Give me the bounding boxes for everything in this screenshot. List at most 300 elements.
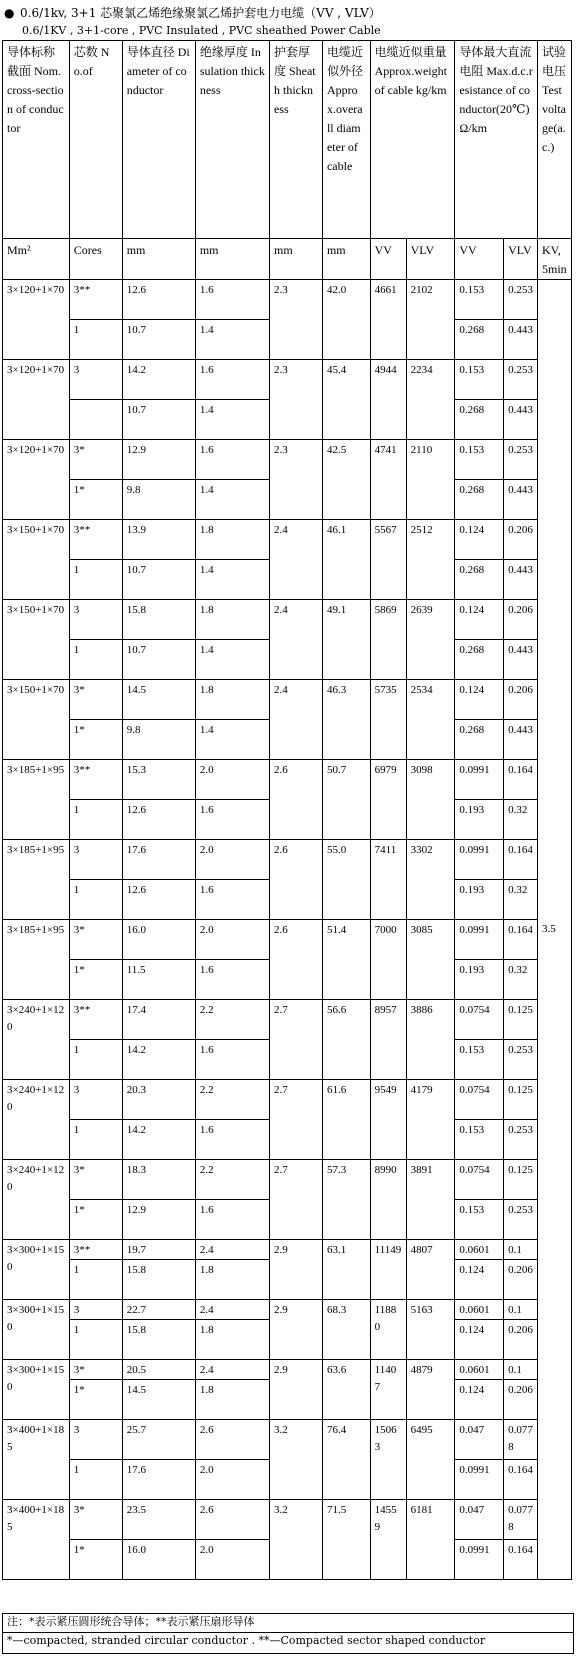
resistance-vv-cell: 0.268 <box>455 480 504 520</box>
weight-vv-cell: 5869 <box>370 600 406 680</box>
table-row <box>3 760 572 800</box>
cores-cell: 1* <box>69 720 122 760</box>
resistance-vlv-cell: 0.1 <box>504 1360 538 1380</box>
conductor-diameter-cell: 14.5 <box>122 680 195 720</box>
nominal-section-cell: 3×185+1×95 <box>3 920 70 1000</box>
cores-cell: 1 <box>69 1040 122 1080</box>
insulation-thickness-cell: 2.0 <box>195 920 269 960</box>
resistance-vv-cell: 0.193 <box>455 800 504 840</box>
insulation-thickness-cell: 1.8 <box>195 520 269 560</box>
conductor-diameter-cell: 14.2 <box>122 1040 195 1080</box>
resistance-vv-cell: 0.124 <box>455 1320 504 1360</box>
resistance-vv-cell: 0.0754 <box>455 1080 504 1120</box>
table-row <box>3 360 572 400</box>
cores-cell: 3** <box>69 520 122 560</box>
conductor-diameter-cell: 14.2 <box>122 360 195 400</box>
table-row <box>3 920 572 960</box>
weight-vv-cell: 4741 <box>370 440 406 520</box>
resistance-vlv-cell: 0.253 <box>504 1120 538 1160</box>
resistance-vlv-cell: 0.1 <box>504 1240 538 1260</box>
header-resistance: 导体最大直流电阻 Max.d.c.resistance of conductor(20℃)Ω/km <box>455 41 538 239</box>
sheath-thickness-cell: 2.4 <box>269 680 322 760</box>
insulation-thickness-cell: 1.6 <box>195 1040 269 1080</box>
weight-vlv-cell: 3098 <box>406 760 455 840</box>
table-row <box>3 520 572 560</box>
sheath-thickness-cell: 2.9 <box>269 1360 322 1420</box>
resistance-vlv-cell: 0.206 <box>504 1260 538 1300</box>
conductor-diameter-cell: 9.8 <box>122 720 195 760</box>
conductor-diameter-cell: 17.6 <box>122 1460 195 1500</box>
conductor-diameter-cell: 10.7 <box>122 400 195 440</box>
resistance-vlv-cell: 0.253 <box>504 1040 538 1080</box>
resistance-vv-cell: 0.0991 <box>455 920 504 960</box>
resistance-vv-cell: 0.153 <box>455 1200 504 1240</box>
weight-vv-cell: 5567 <box>370 520 406 600</box>
sheath-thickness-cell: 2.3 <box>269 440 322 520</box>
bullet-icon: ● <box>4 6 15 20</box>
conductor-diameter-cell: 22.7 <box>122 1300 195 1320</box>
resistance-vlv-cell: 0.443 <box>504 320 538 360</box>
table-row <box>3 840 572 880</box>
conductor-diameter-cell: 20.5 <box>122 1360 195 1380</box>
conductor-diameter-cell: 12.6 <box>122 880 195 920</box>
cores-cell: 3* <box>69 1500 122 1540</box>
overall-diameter-cell: 63.6 <box>322 1360 370 1420</box>
conductor-diameter-cell: 12.6 <box>122 280 195 320</box>
resistance-vlv-cell: 0.125 <box>504 1000 538 1040</box>
cable-spec-table <box>2 40 572 1580</box>
conductor-diameter-cell: 10.7 <box>122 320 195 360</box>
sheath-thickness-cell: 2.7 <box>269 1000 322 1080</box>
insulation-thickness-cell: 1.4 <box>195 320 269 360</box>
insulation-thickness-cell: 1.8 <box>195 1380 269 1420</box>
resistance-vv-cell: 0.124 <box>455 600 504 640</box>
cores-cell: 1* <box>69 1200 122 1240</box>
resistance-vv-cell: 0.153 <box>455 360 504 400</box>
conductor-diameter-cell: 14.2 <box>122 1120 195 1160</box>
resistance-vlv-cell: 0.253 <box>504 280 538 320</box>
cores-cell: 1* <box>69 1540 122 1580</box>
header-weight: 电缆近似重量 Approx.weight of cable kg/km <box>370 41 455 239</box>
weight-vv-cell: 15063 <box>370 1420 406 1500</box>
weight-vlv-cell: 2102 <box>406 280 455 360</box>
sheath-thickness-cell: 3.2 <box>269 1420 322 1500</box>
insulation-thickness-cell: 2.2 <box>195 1000 269 1040</box>
sheath-thickness-cell: 2.6 <box>269 760 322 840</box>
resistance-vlv-cell: 0.32 <box>504 800 538 840</box>
insulation-thickness-cell: 1.6 <box>195 280 269 320</box>
nominal-section-cell: 3×120+1×70 <box>3 440 70 520</box>
nominal-section-cell: 3×240+1×120 <box>3 1080 70 1160</box>
insulation-thickness-cell: 2.4 <box>195 1360 269 1380</box>
nominal-section-cell: 3×240+1×120 <box>3 1000 70 1080</box>
weight-vlv-cell: 3886 <box>406 1000 455 1080</box>
resistance-vv-cell: 0.153 <box>455 1120 504 1160</box>
conductor-diameter-cell: 23.5 <box>122 1500 195 1540</box>
resistance-vv-cell: 0.268 <box>455 640 504 680</box>
header-conductor-diameter: 导体直径 Diameter of conductor <box>122 41 195 239</box>
resistance-vlv-cell: 0.443 <box>504 560 538 600</box>
resistance-vv-cell: 0.268 <box>455 400 504 440</box>
weight-vlv-cell: 4879 <box>406 1360 455 1420</box>
sheath-thickness-cell: 2.6 <box>269 920 322 1000</box>
insulation-thickness-cell: 1.4 <box>195 560 269 600</box>
weight-vlv-cell: 6495 <box>406 1420 455 1500</box>
table-row <box>3 1160 572 1200</box>
nominal-section-cell: 3×185+1×95 <box>3 840 70 920</box>
weight-vv-cell: 7411 <box>370 840 406 920</box>
weight-vv-cell: 7000 <box>370 920 406 1000</box>
insulation-thickness-cell: 2.6 <box>195 1420 269 1460</box>
insulation-thickness-cell: 1.6 <box>195 800 269 840</box>
resistance-vlv-cell: 0.125 <box>504 1160 538 1200</box>
unit-cell: VV <box>370 239 406 280</box>
insulation-thickness-cell: 2.2 <box>195 1080 269 1120</box>
cores-cell: 1 <box>69 800 122 840</box>
overall-diameter-cell: 45.4 <box>322 360 370 440</box>
weight-vlv-cell: 3085 <box>406 920 455 1000</box>
unit-cell: VLV <box>504 239 538 280</box>
resistance-vlv-cell: 0.32 <box>504 960 538 1000</box>
weight-vv-cell: 9549 <box>370 1080 406 1160</box>
cores-cell: 3* <box>69 920 122 960</box>
resistance-vv-cell: 0.268 <box>455 320 504 360</box>
overall-diameter-cell: 46.3 <box>322 680 370 760</box>
resistance-vlv-cell: 0.206 <box>504 520 538 560</box>
resistance-vlv-cell: 0.164 <box>504 1460 538 1500</box>
table-row <box>3 1420 572 1460</box>
cores-cell <box>69 400 122 440</box>
conductor-diameter-cell: 10.7 <box>122 560 195 600</box>
resistance-vv-cell: 0.0601 <box>455 1360 504 1380</box>
insulation-thickness-cell: 1.6 <box>195 360 269 400</box>
insulation-thickness-cell: 1.8 <box>195 1320 269 1360</box>
sheath-thickness-cell: 2.4 <box>269 600 322 680</box>
insulation-thickness-cell: 1.4 <box>195 400 269 440</box>
cores-cell: 1* <box>69 480 122 520</box>
insulation-thickness-cell: 1.4 <box>195 480 269 520</box>
sheath-thickness-cell: 2.3 <box>269 280 322 360</box>
nominal-section-cell: 3×120+1×70 <box>3 360 70 440</box>
title-text: 0.6/1kv, 3+1 芯聚氯乙烯绝缘聚氯乙烯护套电力电缆（VV , VLV） <box>20 6 381 20</box>
resistance-vv-cell: 0.047 <box>455 1420 504 1460</box>
insulation-thickness-cell: 2.4 <box>195 1240 269 1260</box>
conductor-diameter-cell: 16.0 <box>122 1540 195 1580</box>
weight-vlv-cell: 2234 <box>406 360 455 440</box>
resistance-vv-cell: 0.0754 <box>455 1160 504 1200</box>
overall-diameter-cell: 46.1 <box>322 520 370 600</box>
resistance-vv-cell: 0.0991 <box>455 760 504 800</box>
nominal-section-cell: 3×120+1×70 <box>3 280 70 360</box>
cores-cell: 1 <box>69 560 122 600</box>
weight-vv-cell: 8957 <box>370 1000 406 1080</box>
cores-cell: 3 <box>69 1420 122 1460</box>
resistance-vlv-cell: 0.0778 <box>504 1500 538 1540</box>
weight-vv-cell: 11880 <box>370 1300 406 1360</box>
unit-cell: Cores <box>69 239 122 280</box>
cores-cell: 3* <box>69 680 122 720</box>
nominal-section-cell: 3×300+1×150 <box>3 1360 70 1420</box>
table-row <box>3 1240 572 1260</box>
cores-cell: 1 <box>69 880 122 920</box>
resistance-vlv-cell: 0.443 <box>504 400 538 440</box>
weight-vv-cell: 6979 <box>370 760 406 840</box>
conductor-diameter-cell: 10.7 <box>122 640 195 680</box>
overall-diameter-cell: 76.4 <box>322 1420 370 1500</box>
cores-cell: 3** <box>69 1240 122 1260</box>
nominal-section-cell: 3×150+1×70 <box>3 520 70 600</box>
insulation-thickness-cell: 1.6 <box>195 440 269 480</box>
resistance-vlv-cell: 0.164 <box>504 840 538 880</box>
insulation-thickness-cell: 2.0 <box>195 1540 269 1580</box>
resistance-vv-cell: 0.268 <box>455 560 504 600</box>
nominal-section-cell: 3×300+1×150 <box>3 1300 70 1360</box>
cores-cell: 3 <box>69 360 122 400</box>
weight-vv-cell: 14559 <box>370 1500 406 1580</box>
resistance-vv-cell: 0.0991 <box>455 840 504 880</box>
overall-diameter-cell: 71.5 <box>322 1500 370 1580</box>
header-overall-diameter: 电缆近似外径 Approx.overall diameter of cable <box>322 41 370 239</box>
insulation-thickness-cell: 1.6 <box>195 960 269 1000</box>
resistance-vlv-cell: 0.253 <box>504 1200 538 1240</box>
overall-diameter-cell: 42.0 <box>322 280 370 360</box>
table-row <box>3 1300 572 1320</box>
overall-diameter-cell: 61.6 <box>322 1080 370 1160</box>
cores-cell: 1 <box>69 640 122 680</box>
nominal-section-cell: 3×300+1×150 <box>3 1240 70 1300</box>
overall-diameter-cell: 42.5 <box>322 440 370 520</box>
weight-vlv-cell: 2512 <box>406 520 455 600</box>
resistance-vv-cell: 0.193 <box>455 960 504 1000</box>
insulation-thickness-cell: 2.0 <box>195 840 269 880</box>
sheath-thickness-cell: 2.7 <box>269 1160 322 1240</box>
cores-cell: 3 <box>69 600 122 640</box>
header-insulation-thickness: 绝缘厚度 Insulation thickness <box>195 41 269 239</box>
table-title-cn <box>4 6 381 20</box>
conductor-diameter-cell: 14.5 <box>122 1380 195 1420</box>
resistance-vlv-cell: 0.443 <box>504 720 538 760</box>
weight-vlv-cell: 2534 <box>406 680 455 760</box>
cores-cell: 3* <box>69 440 122 480</box>
insulation-thickness-cell: 1.6 <box>195 1200 269 1240</box>
nominal-section-cell: 3×185+1×95 <box>3 760 70 840</box>
resistance-vv-cell: 0.0601 <box>455 1300 504 1320</box>
cores-cell: 3* <box>69 1160 122 1200</box>
insulation-thickness-cell: 1.8 <box>195 680 269 720</box>
overall-diameter-cell: 55.0 <box>322 840 370 920</box>
unit-cell: VLV <box>406 239 455 280</box>
cores-cell: 1* <box>69 960 122 1000</box>
conductor-diameter-cell: 12.9 <box>122 440 195 480</box>
table-row <box>3 1080 572 1120</box>
resistance-vlv-cell: 0.164 <box>504 920 538 960</box>
weight-vv-cell: 11149 <box>370 1240 406 1300</box>
conductor-diameter-cell: 17.4 <box>122 1000 195 1040</box>
conductor-diameter-cell: 16.0 <box>122 920 195 960</box>
weight-vlv-cell: 6181 <box>406 1500 455 1580</box>
unit-cell: mm <box>322 239 370 280</box>
overall-diameter-cell: 50.7 <box>322 760 370 840</box>
weight-vlv-cell: 2639 <box>406 600 455 680</box>
note-cn: 注：*表示紧压圆形统合导体；**表示紧压扇形导体 <box>2 1613 574 1632</box>
header-row <box>3 41 572 239</box>
resistance-vlv-cell: 0.253 <box>504 440 538 480</box>
weight-vlv-cell: 4807 <box>406 1240 455 1300</box>
weight-vv-cell: 4944 <box>370 360 406 440</box>
resistance-vv-cell: 0.153 <box>455 440 504 480</box>
conductor-diameter-cell: 9.8 <box>122 480 195 520</box>
unit-cell: mm <box>122 239 195 280</box>
resistance-vlv-cell: 0.125 <box>504 1080 538 1120</box>
weight-vv-cell: 8990 <box>370 1160 406 1240</box>
resistance-vlv-cell: 0.253 <box>504 360 538 400</box>
conductor-diameter-cell: 11.5 <box>122 960 195 1000</box>
conductor-diameter-cell: 20.3 <box>122 1080 195 1120</box>
header-cores: 芯数 No.of <box>69 41 122 239</box>
overall-diameter-cell: 57.3 <box>322 1160 370 1240</box>
resistance-vlv-cell: 0.206 <box>504 1320 538 1360</box>
unit-cell: KV, 5min <box>538 239 572 280</box>
insulation-thickness-cell: 2.0 <box>195 760 269 800</box>
weight-vv-cell: 5735 <box>370 680 406 760</box>
cores-cell: 1 <box>69 1460 122 1500</box>
resistance-vv-cell: 0.0754 <box>455 1000 504 1040</box>
resistance-vlv-cell: 0.443 <box>504 480 538 520</box>
insulation-thickness-cell: 1.6 <box>195 880 269 920</box>
nominal-section-cell: 3×240+1×120 <box>3 1160 70 1240</box>
sheath-thickness-cell: 2.9 <box>269 1240 322 1300</box>
note-en: *—compacted, stranded circular conductor . **—Compacted sector shaped conductor <box>2 1632 574 1654</box>
insulation-thickness-cell: 2.4 <box>195 1300 269 1320</box>
cores-cell: 1 <box>69 1120 122 1160</box>
sheath-thickness-cell: 3.2 <box>269 1500 322 1580</box>
resistance-vlv-cell: 0.206 <box>504 1380 538 1420</box>
resistance-vv-cell: 0.268 <box>455 720 504 760</box>
table-row <box>3 680 572 720</box>
overall-diameter-cell: 49.1 <box>322 600 370 680</box>
overall-diameter-cell: 68.3 <box>322 1300 370 1360</box>
table-row <box>3 280 572 320</box>
header-test-voltage: 试验电压 Test voltage(a.c.) <box>538 41 572 239</box>
unit-cell: Mm² <box>3 239 70 280</box>
cores-cell: 1* <box>69 1380 122 1420</box>
resistance-vv-cell: 0.0991 <box>455 1460 504 1500</box>
cores-cell: 3** <box>69 280 122 320</box>
unit-cell: mm <box>269 239 322 280</box>
unit-cell: mm <box>195 239 269 280</box>
table-row <box>3 440 572 480</box>
overall-diameter-cell: 63.1 <box>322 1240 370 1300</box>
resistance-vlv-cell: 0.32 <box>504 880 538 920</box>
header-sheath-thickness: 护套厚度 Sheath thickness <box>269 41 322 239</box>
resistance-vv-cell: 0.153 <box>455 280 504 320</box>
conductor-diameter-cell: 19.7 <box>122 1240 195 1260</box>
cores-cell: 1 <box>69 320 122 360</box>
insulation-thickness-cell: 2.2 <box>195 1160 269 1200</box>
cores-cell: 3 <box>69 1300 122 1320</box>
weight-vlv-cell: 5163 <box>406 1300 455 1360</box>
insulation-thickness-cell: 1.8 <box>195 1260 269 1300</box>
resistance-vlv-cell: 0.164 <box>504 1540 538 1580</box>
table-body <box>3 280 572 1580</box>
conductor-diameter-cell: 15.8 <box>122 1320 195 1360</box>
table-row <box>3 1500 572 1540</box>
conductor-diameter-cell: 25.7 <box>122 1420 195 1460</box>
cores-cell: 3* <box>69 1360 122 1380</box>
table-row <box>3 1360 572 1380</box>
resistance-vv-cell: 0.124 <box>455 1380 504 1420</box>
conductor-diameter-cell: 18.3 <box>122 1160 195 1200</box>
conductor-diameter-cell: 12.6 <box>122 800 195 840</box>
weight-vv-cell: 11407 <box>370 1360 406 1420</box>
sheath-thickness-cell: 2.6 <box>269 840 322 920</box>
resistance-vv-cell: 0.124 <box>455 680 504 720</box>
cores-cell: 1 <box>69 1320 122 1360</box>
cores-cell: 3** <box>69 1000 122 1040</box>
table-row <box>3 600 572 640</box>
nominal-section-cell: 3×400+1×185 <box>3 1500 70 1580</box>
resistance-vv-cell: 0.047 <box>455 1500 504 1540</box>
cores-cell: 3 <box>69 1080 122 1120</box>
weight-vlv-cell: 3891 <box>406 1160 455 1240</box>
overall-diameter-cell: 51.4 <box>322 920 370 1000</box>
weight-vv-cell: 4661 <box>370 280 406 360</box>
resistance-vv-cell: 0.0991 <box>455 1540 504 1580</box>
resistance-vv-cell: 0.193 <box>455 880 504 920</box>
sheath-thickness-cell: 2.4 <box>269 520 322 600</box>
cores-cell: 3 <box>69 840 122 880</box>
resistance-vlv-cell: 0.443 <box>504 640 538 680</box>
resistance-vlv-cell: 0.206 <box>504 600 538 640</box>
insulation-thickness-cell: 1.4 <box>195 720 269 760</box>
insulation-thickness-cell: 1.6 <box>195 1120 269 1160</box>
cores-cell: 1 <box>69 1260 122 1300</box>
resistance-vlv-cell: 0.1 <box>504 1300 538 1320</box>
conductor-diameter-cell: 15.3 <box>122 760 195 800</box>
unit-cell: VV <box>455 239 504 280</box>
insulation-thickness-cell: 2.6 <box>195 1500 269 1540</box>
units-row <box>3 239 572 280</box>
resistance-vv-cell: 0.0601 <box>455 1240 504 1260</box>
insulation-thickness-cell: 1.8 <box>195 600 269 640</box>
resistance-vv-cell: 0.153 <box>455 1040 504 1080</box>
resistance-vlv-cell: 0.0778 <box>504 1420 538 1460</box>
weight-vlv-cell: 2110 <box>406 440 455 520</box>
overall-diameter-cell: 56.6 <box>322 1000 370 1080</box>
table-title-en: 0.6/1KV , 3+1-core , PVC Insulated , PVC sheathed Power Cable <box>22 24 381 37</box>
conductor-diameter-cell: 13.9 <box>122 520 195 560</box>
conductor-diameter-cell: 15.8 <box>122 600 195 640</box>
resistance-vv-cell: 0.124 <box>455 520 504 560</box>
nominal-section-cell: 3×400+1×185 <box>3 1420 70 1500</box>
sheath-thickness-cell: 2.7 <box>269 1080 322 1160</box>
insulation-thickness-cell: 2.0 <box>195 1460 269 1500</box>
nominal-section-cell: 3×150+1×70 <box>3 600 70 680</box>
resistance-vlv-cell: 0.164 <box>504 760 538 800</box>
sheath-thickness-cell: 2.9 <box>269 1300 322 1360</box>
test-voltage-cell: 3.5 <box>538 280 572 1580</box>
conductor-diameter-cell: 12.9 <box>122 1200 195 1240</box>
table-row <box>3 1000 572 1040</box>
weight-vlv-cell: 4179 <box>406 1080 455 1160</box>
sheath-thickness-cell: 2.3 <box>269 360 322 440</box>
cores-cell: 3** <box>69 760 122 800</box>
header-nominal-section: 导体标称截面 Nom.cross-section of conductor <box>3 41 70 239</box>
weight-vlv-cell: 3302 <box>406 840 455 920</box>
nominal-section-cell: 3×150+1×70 <box>3 680 70 760</box>
conductor-diameter-cell: 15.8 <box>122 1260 195 1300</box>
resistance-vlv-cell: 0.206 <box>504 680 538 720</box>
